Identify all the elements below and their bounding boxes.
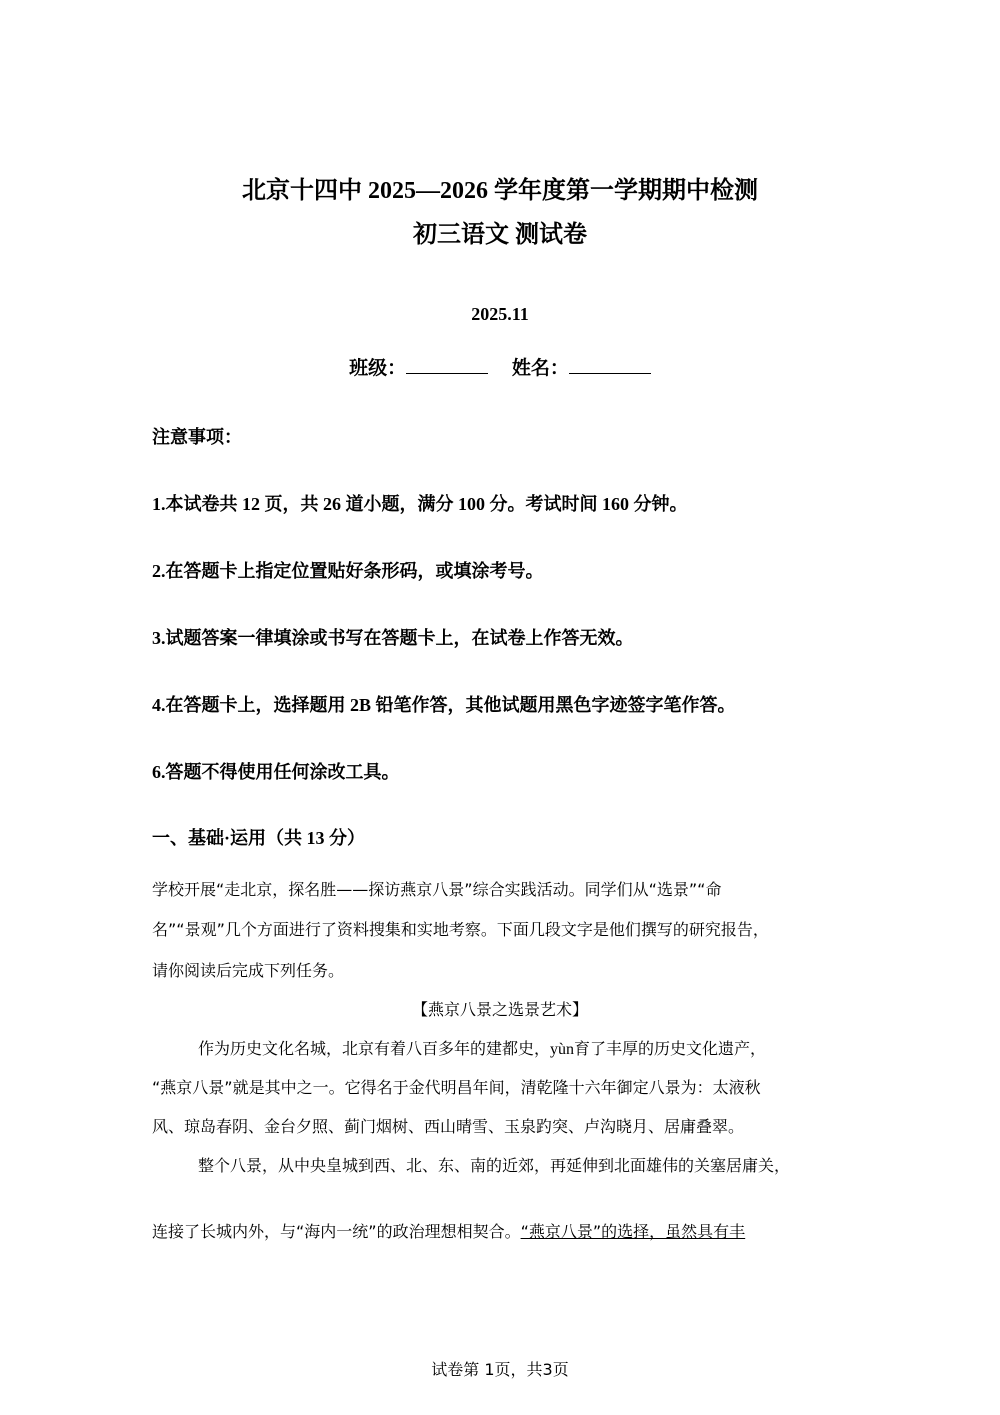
- exam-subtitle: 初三语文 测试卷: [413, 222, 587, 248]
- notice-item: 3.试题答案一律填涂或书写在答题卡上，在试卷上作答无效。: [152, 628, 634, 648]
- paragraph-line: 整个八景，从中央皇城到西、北、东、南的近郊，再延伸到北面雄伟的关塞居庸关，: [198, 1156, 791, 1175]
- paragraph-line: “燕京八景”就是其中之一。它得名于金代明昌年间，清乾隆十六年御定八景为：太液秋: [152, 1078, 761, 1097]
- name-label: 姓名：: [511, 358, 569, 379]
- paragraph-line: [198, 1036, 766, 1059]
- notice-item: 4.在答题卡上，选择题用 2B 铅笔作答，其他试题用黑色字迹签字笔作答。: [152, 695, 736, 715]
- notice-heading: 注意事项：: [152, 427, 242, 447]
- intro-line: 请你阅读后完成下列任务。: [152, 961, 345, 980]
- student-info-line: [0, 353, 1000, 380]
- paragraph-text: 连接了长城内外，与“海内一统”的政治理想相契合。: [152, 1222, 521, 1241]
- paragraph-text: 育了丰厚的历史文化遗产，: [574, 1039, 767, 1058]
- class-blank: [406, 355, 488, 374]
- paragraph-text: 作为历史文化名城，北京有着八百多年的建都史，: [198, 1039, 551, 1058]
- intro-line: 名”“景观”几个方面进行了资料搜集和实地考察。下面几段文字是他们撰写的研究报告，: [152, 920, 769, 939]
- notice-item: 6.答题不得使用任何涂改工具。: [152, 762, 400, 782]
- class-label: 班级：: [349, 358, 407, 379]
- name-blank: [569, 355, 651, 374]
- paragraph-line: 风、琼岛春阴、金台夕照、蓟门烟树、西山晴雪、玉泉趵突、卢沟晓月、居庸叠翠。: [152, 1117, 745, 1136]
- page-footer: 试卷第 1页，共3页: [431, 1360, 569, 1379]
- report-title: 【燕京八景之选景艺术】: [411, 1000, 588, 1019]
- underlined-text: “燕京八景”的选择，虽然具有丰: [520, 1222, 746, 1241]
- intro-line: 学校开展“走北京，探名胜——探访燕京八景”综合实践活动。同学们从“选景”“命: [152, 880, 722, 899]
- section-heading: 一、基础·运用（共 13 分）: [152, 828, 366, 848]
- notice-item: 2.在答题卡上指定位置贴好条形码，或填涂考号。: [152, 561, 544, 581]
- pinyin-annotation: yùn: [550, 1041, 575, 1058]
- exam-date: 2025.11: [471, 304, 529, 324]
- paragraph-line: [152, 1219, 745, 1242]
- notice-item: 1.本试卷共 12 页，共 26 道小题，满分 100 分。考试时间 160 分钟。: [152, 494, 688, 514]
- exam-title: 北京十四中 2025—2026 学年度第一学期期中检测: [242, 178, 758, 204]
